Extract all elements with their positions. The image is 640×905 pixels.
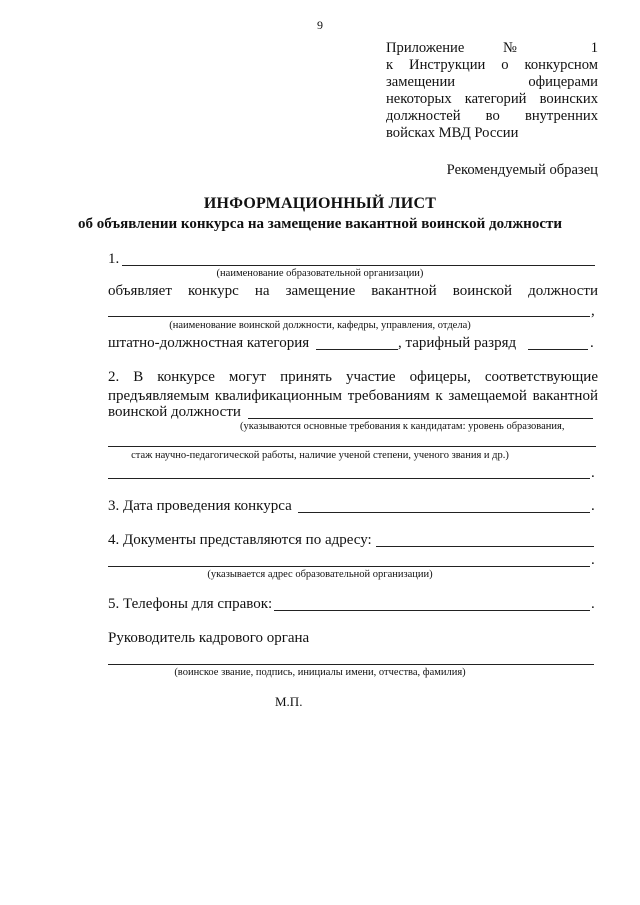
requirements-hint-2: стаж научно-педагогической работы, наличие ученой степени, ученого звания и др.) [131,450,509,461]
tariff-field[interactable] [528,349,588,350]
comma: , [591,303,595,319]
position-name-hint: (наименование воинской должности, кафедры, управления, отдела) [169,320,471,331]
item1-number: 1. [108,251,120,267]
period: . [590,335,594,351]
period: . [591,498,595,514]
appendix-line: некоторых категорий воинских [386,91,598,107]
position-name-field[interactable] [108,316,590,317]
item2-line: предъявляемым квалификационным требованиям к замещаемой вакантной [108,388,598,404]
document-subtitle: об объявлении конкурса на замещение вакантной воинской должности [78,216,562,232]
appendix-line: Приложение № 1 [386,40,598,56]
appendix-block [386,40,598,142]
period: . [591,465,595,481]
category-field[interactable] [316,349,398,350]
period: . [591,552,595,568]
requirements-hint: (указываются основные требования к кандидатам: уровень образования, [240,421,565,432]
stamp-place: М.П. [275,694,303,709]
requirements-field[interactable] [248,418,593,419]
requirements-field-2[interactable] [108,446,596,447]
phones-label: 5. Телефоны для справок: [108,596,273,612]
address-label: 4. Документы представляются по адресу: [108,532,372,548]
announces-text: объявляет конкурс на замещение вакантной воинской должности [108,283,598,299]
head-signature-hint: (воинское звание, подпись, инициалы имени, отчества, фамилия) [174,667,466,678]
period: . [591,596,595,612]
contest-date-field[interactable] [298,512,590,513]
tariff-label: , тарифный разряд [398,335,517,351]
appendix-line: к Инструкции о конкурсном [386,57,598,73]
item2-line: воинской должности [108,404,241,420]
appendix-line: замещении офицерами [386,74,598,90]
document-title: ИНФОРМАЦИОННЫЙ ЛИСТ [203,195,437,212]
contest-date-label: 3. Дата проведения конкурса [108,498,292,514]
appendix-line: должностей во внутренних [386,108,598,124]
address-hint: (указывается адрес образовательной организации) [207,569,433,580]
address-field-2[interactable] [108,566,590,567]
address-field[interactable] [376,546,594,547]
requirements-field-3[interactable] [108,478,590,479]
recommended-sample-label: Рекомендуемый образец [446,162,598,178]
head-label: Руководитель кадрового органа [108,630,310,646]
head-signature-field[interactable] [108,664,594,665]
org-name-hint: (наименование образовательной организации) [216,268,424,279]
category-label: штатно-должностная категория [108,335,310,351]
appendix-line: войсках МВД России [386,125,519,141]
item2-line: 2. В конкурсе могут принять участие офицеры, соответствующие [108,369,598,385]
org-name-field[interactable] [122,265,595,266]
page-number: 9 [317,18,323,32]
phones-field[interactable] [274,610,590,611]
